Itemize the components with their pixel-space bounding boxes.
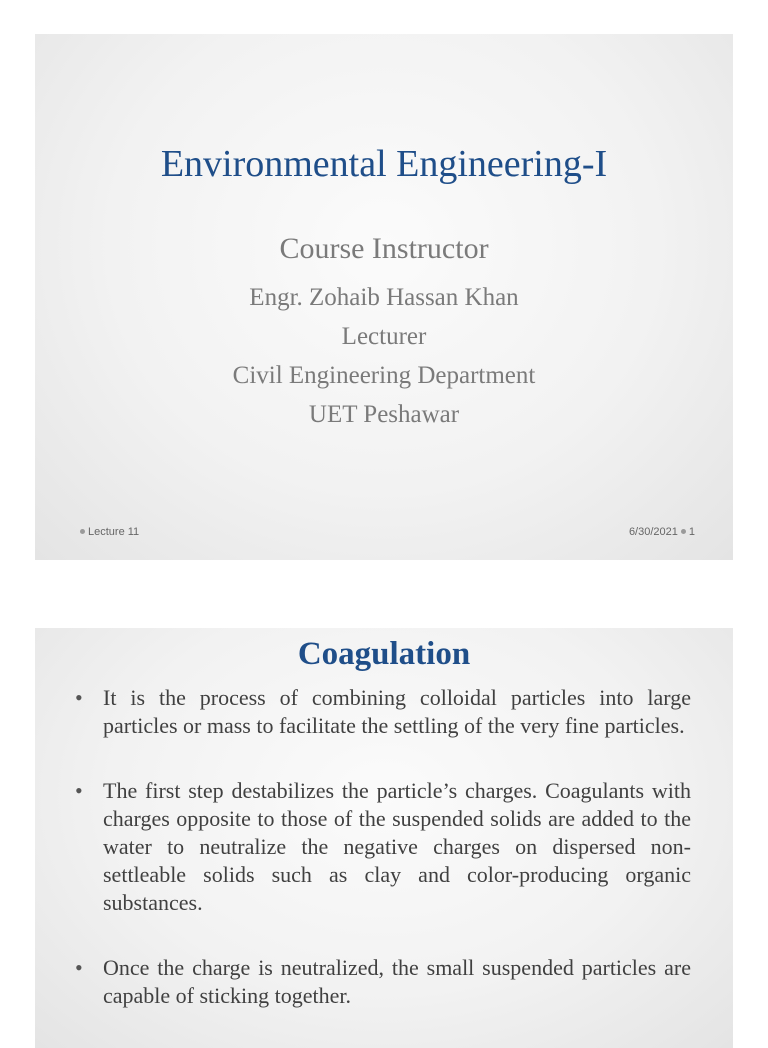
slide-2 xyxy=(35,628,733,1048)
slide-number: 1 xyxy=(688,526,695,538)
instructor-info xyxy=(35,278,733,434)
slide-1 xyxy=(35,34,733,560)
bullet-icon: • xyxy=(75,685,83,710)
slide-title: Environmental Engineering-I xyxy=(160,143,608,185)
lecture-label: Lecture 11 xyxy=(88,526,140,538)
slide-footer-left xyxy=(77,526,139,538)
bullet-list xyxy=(71,684,691,1047)
instructor-name: Engr. Zohaib Hassan Khan xyxy=(249,284,519,311)
slide-title: Coagulation xyxy=(297,636,471,672)
list-item xyxy=(71,777,691,917)
slide-subtitle: Course Instructor xyxy=(279,232,489,265)
list-item xyxy=(71,954,691,1010)
instructor-university: UET Peshawar xyxy=(308,401,460,428)
slide-date: 6/30/2021 xyxy=(628,526,678,538)
bullet-icon: • xyxy=(75,778,83,803)
instructor-department: Civil Engineering Department xyxy=(232,362,536,389)
bullet-dot-icon xyxy=(681,529,686,534)
bullet-text: The first step destabilizes the particle’s charges. Coagulants with charges opposite to those of the suspended solids are added to the water to neutralize the negative charges on dispersed non-settleable solids such as clay and color-producing organic substances. xyxy=(103,778,691,915)
instructor-position: Lecturer xyxy=(341,323,427,350)
bullet-text: It is the process of combining colloidal particles into large particles or mass to facilitate the settling of the very fine particles. xyxy=(103,685,691,738)
bullet-text: Once the charge is neutralized, the small suspended particles are capable of sticking together. xyxy=(103,955,691,1008)
slide-footer-right xyxy=(629,526,695,538)
bullet-dot-icon xyxy=(80,529,85,534)
list-item xyxy=(71,684,691,740)
bullet-icon: • xyxy=(75,955,83,980)
